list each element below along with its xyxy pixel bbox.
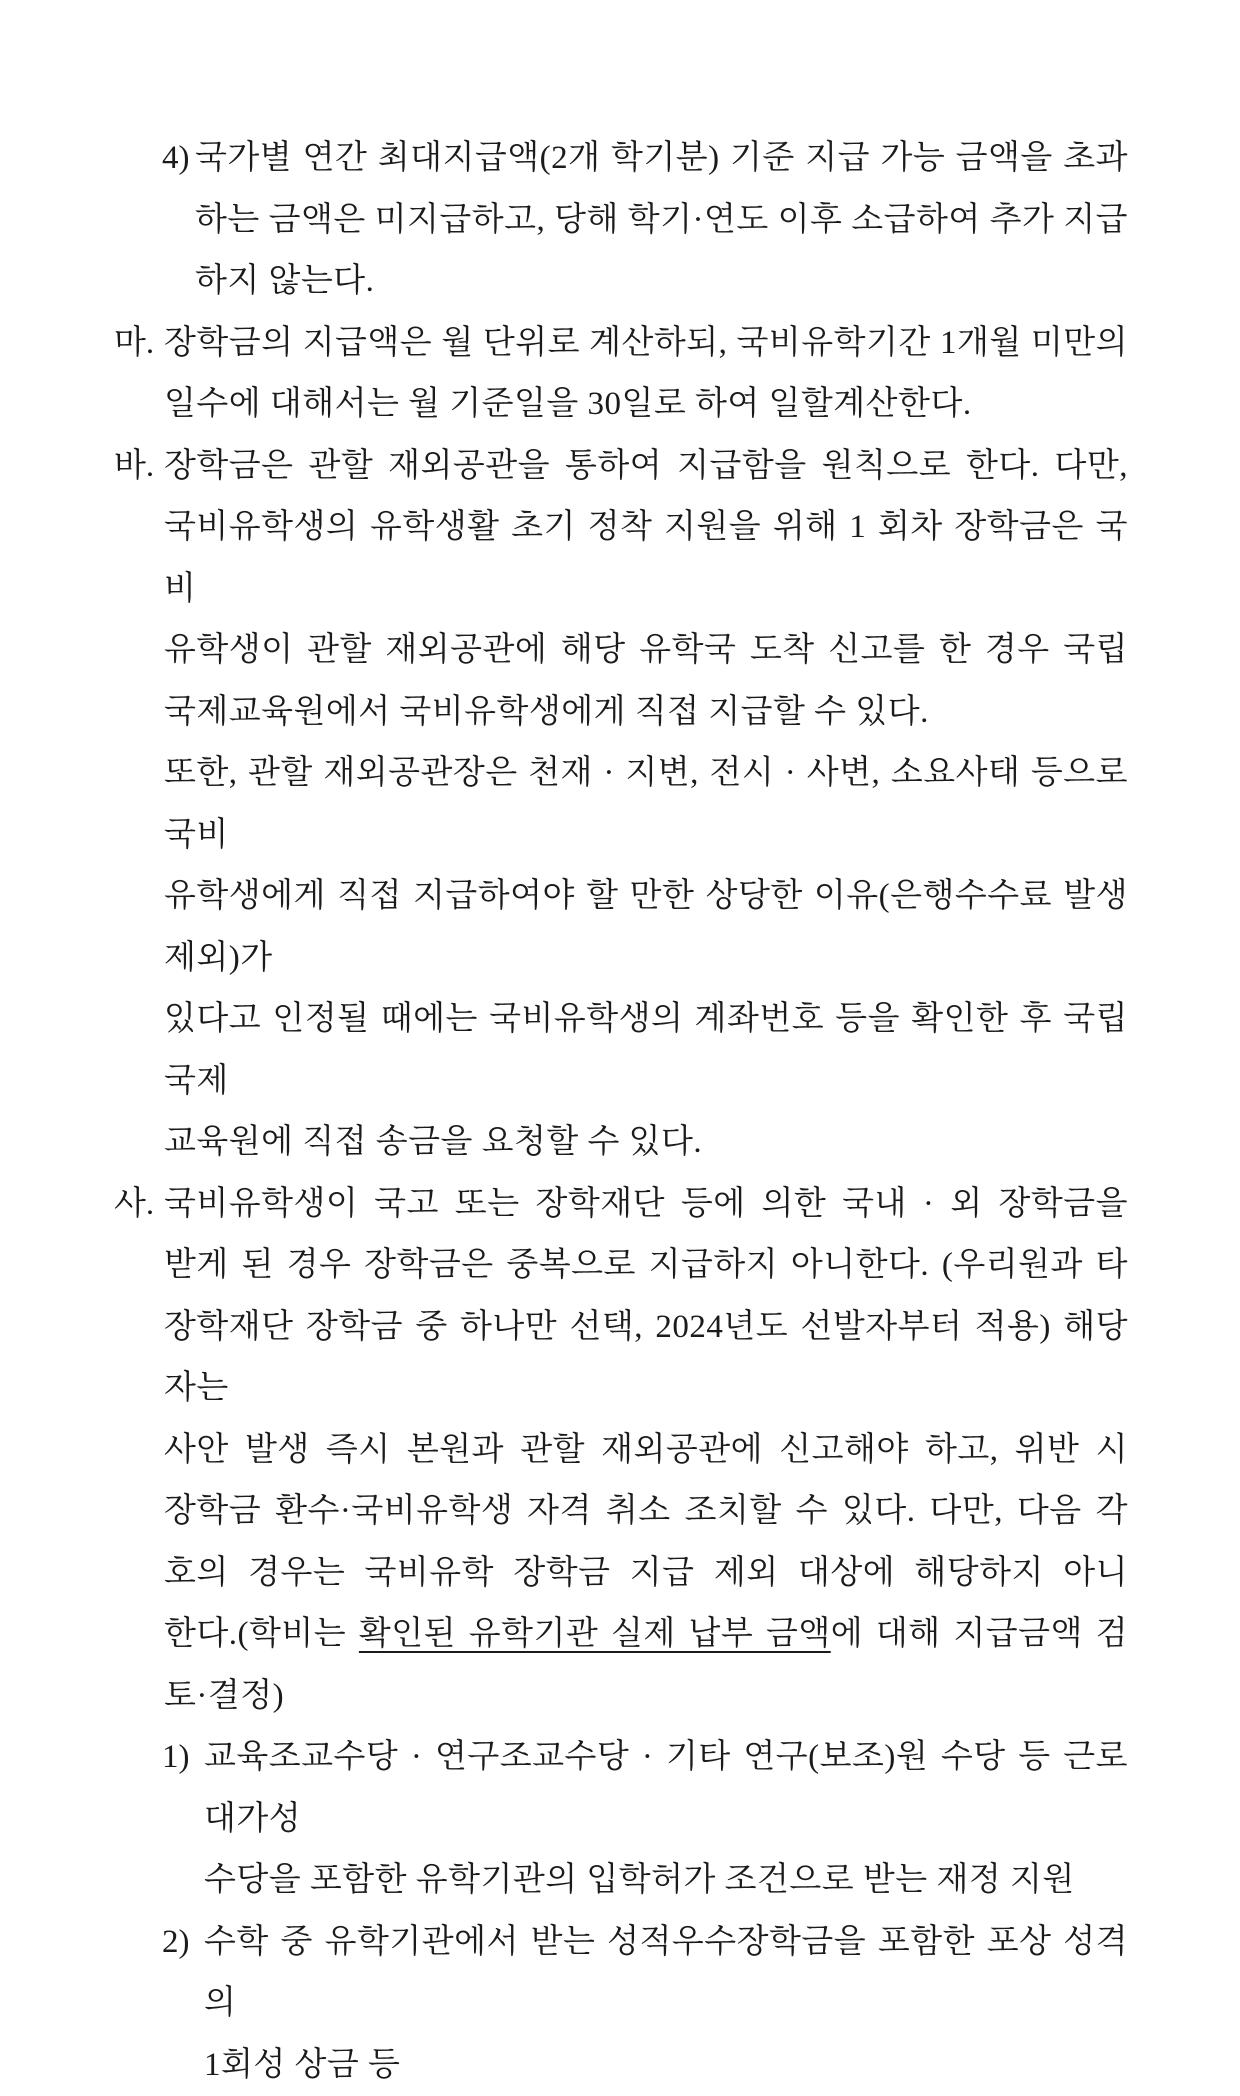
text-line [164, 497, 1128, 620]
text-line [195, 128, 1128, 190]
text-line [204, 1912, 1128, 2035]
text-segment: 사안 발생 즉시 본원과 관할 재외공관에 신고해야 하고, 위반 시 [164, 1432, 1128, 1468]
text-segment: 수당을 포함한 유학기관의 입학허가 조건으로 받는 재정 지원 [204, 1862, 1075, 1898]
text-line [164, 436, 1128, 498]
text-line [164, 1543, 1128, 1605]
text-line [164, 1235, 1128, 1297]
paragraph [114, 313, 1128, 436]
text-segment: 장학금은 관할 재외공관을 통하여 지급함을 원칙으로 한다. 다만, [164, 448, 1128, 484]
text-segment: 장학금 환수·국비유학생 자격 취소 조치할 수 있다. 다만, 다음 각 [164, 1493, 1128, 1529]
text-line [164, 866, 1128, 989]
text-line [195, 251, 1128, 313]
text-line [195, 190, 1128, 252]
text-line [164, 313, 1128, 375]
paragraph [114, 1727, 1128, 1912]
paragraph-text [164, 436, 1128, 744]
text-segment: 국비유학생의 유학생활 초기 정착 지원을 위해 1 회차 장학금은 국비 [164, 509, 1128, 607]
text-line [164, 989, 1128, 1112]
text-segment: 호의 경우는 국비유학 장학금 지급 제외 대상에 해당하지 아니 [164, 1555, 1128, 1591]
text-segment: 에 대해 지급금액 검토·결정) [164, 1616, 1128, 1714]
text-segment: 장학재단 장학금 중 하나만 선택, 2024년도 선발자부터 적용) 해당자는 [164, 1309, 1128, 1407]
paragraph-text [204, 1727, 1128, 1912]
paragraph-text [164, 313, 1128, 436]
list-marker: 2) [162, 1912, 204, 1974]
text-line [164, 1481, 1128, 1543]
paragraph [114, 128, 1128, 313]
text-line [204, 2035, 1128, 2096]
text-segment: 장학금의 지급액은 월 단위로 계산하되, 국비유학기간 1개월 미만의 [164, 325, 1128, 361]
text-segment: 국제교육원에서 국비유학생에게 직접 지급할 수 있다. [164, 694, 929, 730]
text-segment: 또한, 관할 재외공관장은 천재 · 지변, 전시 · 사변, 소요사태 등으로 국비 [164, 755, 1128, 853]
text-segment: 하지 않는다. [195, 263, 374, 299]
paragraph [114, 743, 1128, 1174]
list-marker: 4) [162, 128, 195, 190]
text-segment: 국비유학생이 국고 또는 장학재단 등에 의한 국내 · 외 장학금을 [164, 1186, 1128, 1222]
paragraph-text [164, 743, 1128, 1174]
paragraph-text [204, 1912, 1128, 2096]
text-segment: 국가별 연간 최대지급액(2개 학기분) 기준 지급 가능 금액을 초과 [195, 140, 1128, 176]
text-segment: 수학 중 유학기관에서 받는 성적우수장학금을 포함한 포상 성격의 [204, 1924, 1128, 2022]
text-line [164, 1174, 1128, 1236]
text-line [164, 620, 1128, 682]
text-segment: 1회성 상금 등 [204, 2047, 400, 2083]
text-line [164, 743, 1128, 866]
text-line [164, 1604, 1128, 1727]
list-marker: 사. [114, 1174, 164, 1236]
text-line [204, 1850, 1128, 1912]
text-segment: 유학생이 관할 재외공관에 해당 유학국 도착 신고를 한 경우 국립 [164, 632, 1128, 668]
list-marker: 마. [114, 313, 164, 375]
text-segment: 일수에 대해서는 월 기준일을 30일로 하여 일할계산한다. [164, 386, 972, 422]
document-body [114, 128, 1128, 2096]
text-line [204, 1727, 1128, 1850]
underlined-text: 확인된 유학기관 실제 납부 금액 [359, 1616, 831, 1652]
text-segment: 하는 금액은 미지급하고, 당해 학기·연도 이후 소급하여 추가 지급 [195, 202, 1128, 238]
list-marker: 바. [114, 436, 164, 498]
text-segment: 받게 된 경우 장학금은 중복으로 지급하지 아니한다. (우리원과 타 [164, 1247, 1128, 1283]
paragraph [114, 1912, 1128, 2096]
text-segment: 있다고 인정될 때에는 국비유학생의 계좌번호 등을 확인한 후 국립국제 [164, 1001, 1128, 1099]
list-marker: 1) [162, 1727, 204, 1789]
text-segment: 교육원에 직접 송금을 요청할 수 있다. [164, 1124, 702, 1160]
text-line [164, 374, 1128, 436]
text-line [164, 682, 1128, 744]
text-line [164, 1420, 1128, 1482]
text-segment: 한다.(학비는 [164, 1616, 359, 1652]
paragraph [114, 436, 1128, 744]
paragraph-text [195, 128, 1128, 313]
text-line [164, 1112, 1128, 1174]
paragraph [114, 1174, 1128, 1728]
paragraph-text [164, 1174, 1128, 1728]
text-segment: 교육조교수당 · 연구조교수당 · 기타 연구(보조)원 수당 등 근로대가성 [204, 1739, 1128, 1837]
text-segment: 유학생에게 직접 지급하여야 할 만한 상당한 이유(은행수수료 발생 제외)가 [164, 878, 1128, 976]
text-line [164, 1297, 1128, 1420]
